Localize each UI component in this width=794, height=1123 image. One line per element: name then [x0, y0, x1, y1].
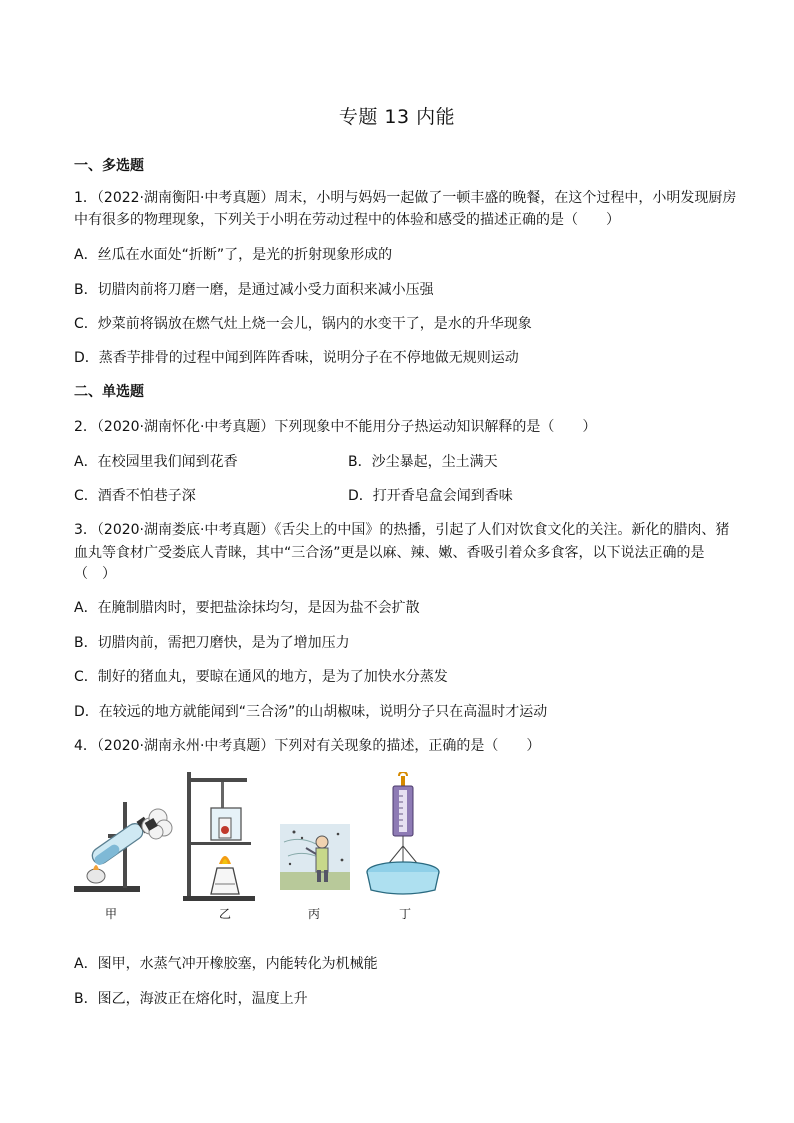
- figure-label-bing: 丙: [307, 907, 320, 921]
- figure-label-jia: 甲: [104, 907, 117, 921]
- q4-option-b: B．图乙，海波正在熔化时，温度上升: [74, 991, 308, 1007]
- q1-stem-line-1: 1．（2022·湖南衡阳·中考真题）周末，小明与妈妈一起做了一顿丰盛的晚餐，在这个过程中，小明发现厨房: [74, 190, 737, 206]
- q3-option-a: A．在腌制腊肉时，要把盐涂抹均匀，是因为盐不会扩散: [74, 600, 420, 616]
- q2-stem: 2．（2020·湖南怀化·中考真题）下列现象中不能用分子热运动知识解释的是（ ）: [74, 419, 597, 435]
- figure-label-ding: 丁: [398, 907, 411, 921]
- q3-stem-line-1: 3．（2020·湖南娄底·中考真题）《舌尖上的中国》的热播，引起了人们对饮食文化的关注。新化的腊肉、猪: [74, 522, 730, 538]
- section-heading-multiple-choice: 一、多选题: [74, 158, 144, 174]
- q3-stem-line-3: （ ）: [74, 566, 116, 582]
- q3-option-c: C．制好的猪血丸，要晾在通风的地方，是为了加快水分蒸发: [74, 669, 448, 685]
- page-title: 专题 13 内能: [338, 106, 456, 128]
- q4-stem: 4．（2020·湖南永州·中考真题）下列对有关现象的描述，正确的是（ ）: [74, 738, 541, 754]
- q1-stem-line-2: 中有很多的物理现象，下列关于小明在劳动过程中的体验和感受的描述正确的是（ ）: [74, 212, 620, 228]
- q3-option-b: B．切腊肉前，需把刀磨快，是为了增加压力: [74, 635, 350, 651]
- section-heading-single-choice: 二、单选题: [74, 384, 144, 400]
- figure-bing-wind-scene: [280, 772, 350, 897]
- figure-ding-spring-scale: [365, 772, 445, 898]
- q2-option-b: B．沙尘暴起，尘土满天: [348, 454, 498, 470]
- q2-option-a: A．在校园里我们闻到花香: [74, 454, 238, 470]
- q3-option-d: D．在较远的地方就能闻到“三合汤”的山胡椒味，说明分子只在高温时才运动: [74, 704, 548, 720]
- figure-jia-steam-test-tube: [70, 772, 176, 900]
- figure-label-yi: 乙: [218, 907, 231, 921]
- q4-option-a: A．图甲，水蒸气冲开橡胶塞，内能转化为机械能: [74, 956, 378, 972]
- q1-option-a: A．丝瓜在水面处“折断”了，是光的折射现象形成的: [74, 247, 393, 263]
- figure-yi-melting-apparatus: [183, 772, 263, 902]
- q1-option-b: B．切腊肉前将刀磨一磨，是通过减小受力面积来减小压强: [74, 282, 434, 298]
- q3-stem-line-2: 血丸等食材广受娄底人青睐，其中“三合汤”更是以麻、辣、嫩、香吸引着众多食客，以下说法正确的是: [74, 545, 705, 561]
- q2-option-c: C．酒香不怕巷子深: [74, 488, 196, 504]
- q1-option-d: D．蒸香芋排骨的过程中闻到阵阵香味，说明分子在不停地做无规则运动: [74, 350, 519, 366]
- q1-option-c: C．炒菜前将锅放在燃气灶上烧一会儿，锅内的水变干了，是水的升华现象: [74, 316, 532, 332]
- q2-option-d: D．打开香皂盒会闻到香味: [348, 488, 513, 504]
